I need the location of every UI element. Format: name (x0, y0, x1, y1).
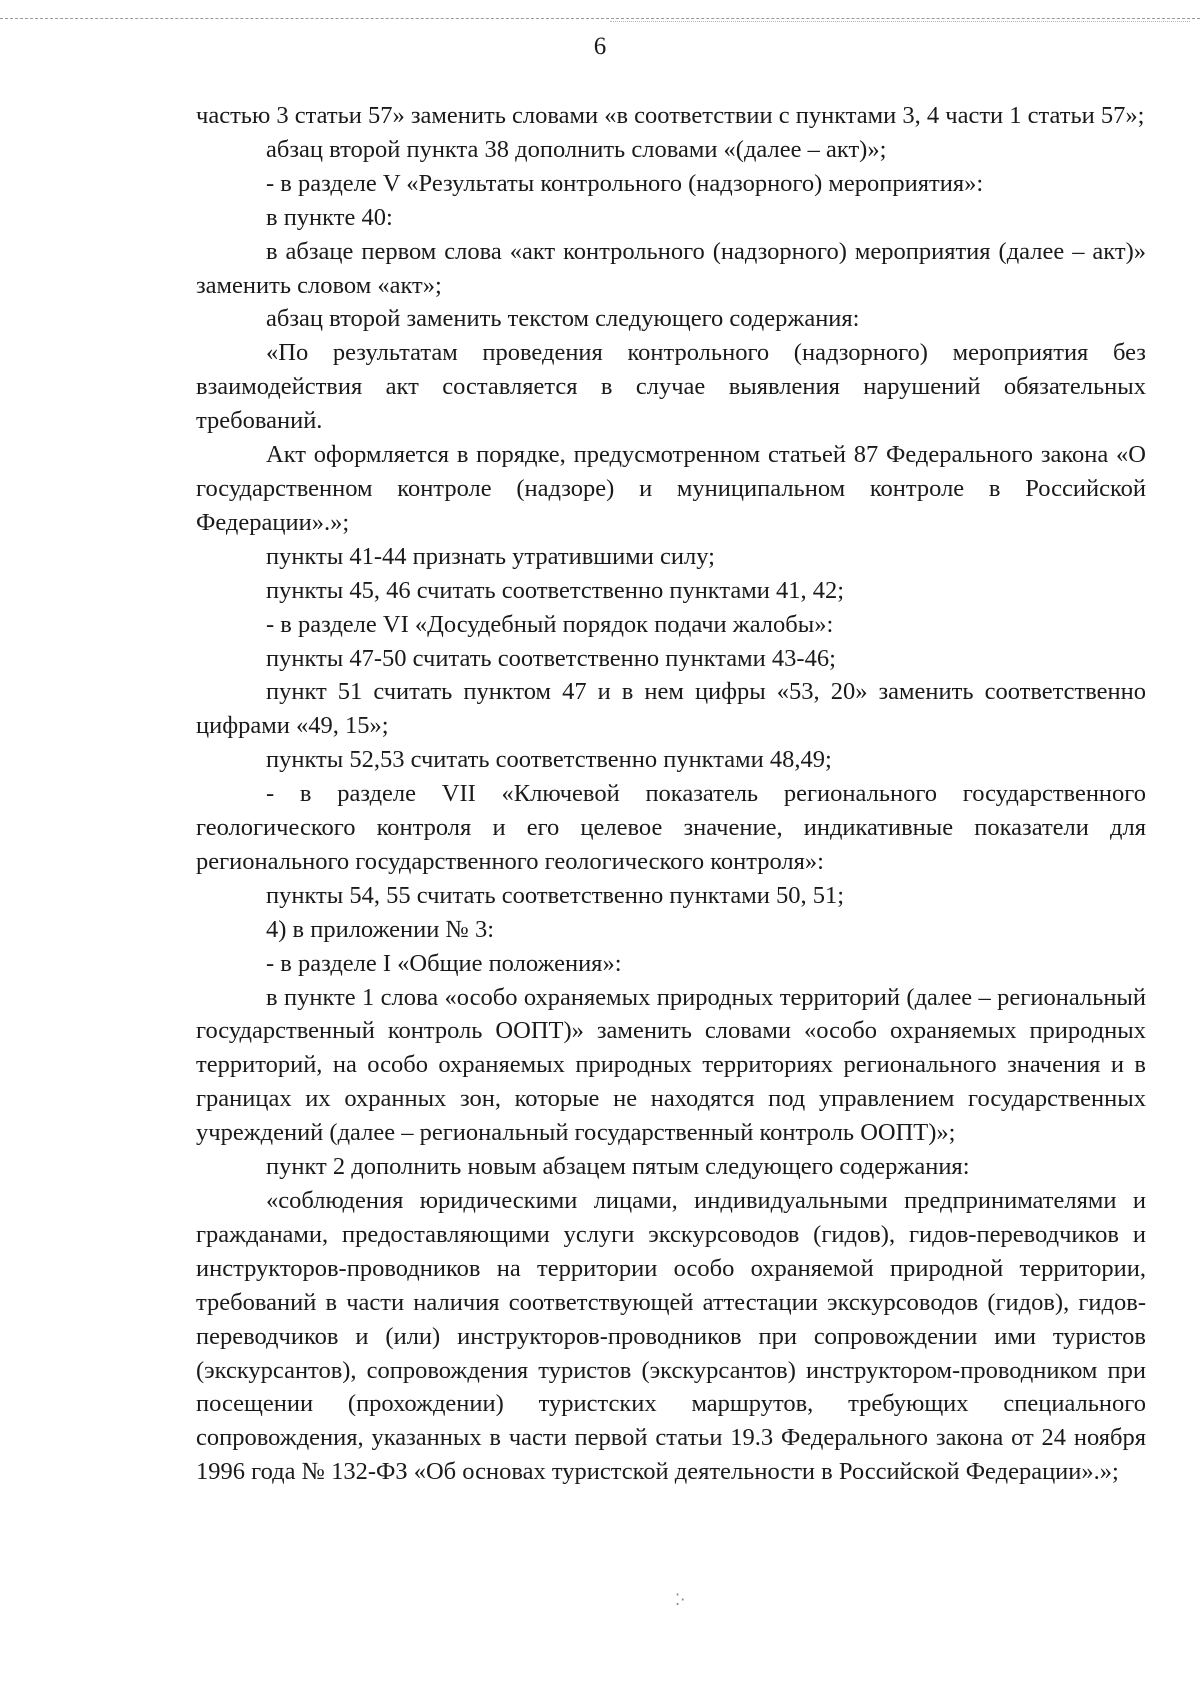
paragraph: в пункте 1 слова «особо охраняемых природных территорий (далее – региональный государственный контроль ООПТ)» заменить словами «особо охраняемых природных территорий, на особо охраняемых природных территориях регионального значения и в границах их охранных зон, которые не находятся под управлением государственных учреждений (далее – региональный государственный контроль ООПТ)»; (196, 983, 1146, 1147)
scan-edge-line (0, 18, 1200, 19)
paragraph: - в разделе VII «Ключевой показатель регионального государственного геологического контроля и его целевое значение, индикативные показатели для регионального государственного геологического контроля»: (196, 780, 1146, 875)
scan-speck: ⁚· (675, 1590, 686, 1609)
paragraph: в пункте 40: (266, 203, 393, 231)
paragraph: пункты 52,53 считать соответственно пунктами 48,49; (266, 746, 832, 774)
paragraph: Акт оформляется в порядке, предусмотренном статьей 87 Федерального закона «О государственном контроле (надзоре) и муниципальном контроле в Российской Федерации».»; (196, 441, 1146, 536)
paragraph: пункты 47-50 считать соответственно пунктами 43-46; (266, 644, 836, 672)
paragraph: пункты 41-44 признать утратившими силу; (266, 542, 715, 570)
document-body (196, 99, 1146, 1489)
paragraph: «По результатам проведения контрольного (надзорного) мероприятия без взаимодействия акт составляется в случае выявления нарушений обязательных требований. (196, 339, 1146, 435)
paragraph: - в разделе I «Общие положения»: (266, 949, 622, 977)
paragraph: абзац второй заменить текстом следующего содержания: (266, 305, 860, 333)
paragraph: пункт 51 считать пунктом 47 и в нем цифры «53, 20» заменить соответственно цифрами «49, 15»; (196, 678, 1146, 740)
paragraph: пункт 2 дополнить новым абзацем пятым следующего содержания: (266, 1153, 970, 1181)
paragraph: в абзаце первом слова «акт контрольного (надзорного) мероприятия (далее – акт)» заменить словом «акт»; (196, 237, 1146, 299)
paragraph: частью 3 статьи 57» заменить словами «в соответствии с пунктами 3, 4 части 1 статьи 57»; (196, 102, 1145, 129)
paragraph: - в разделе VI «Досудебный порядок подачи жалобы»: (266, 610, 834, 638)
paragraph: 4) в приложении № 3: (266, 915, 495, 943)
paragraph: абзац второй пункта 38 дополнить словами «(далее – акт)»; (266, 135, 887, 163)
page-number: 6 (593, 33, 607, 60)
paragraph: «соблюдения юридическими лицами, индивидуальными предпринимателями и гражданами, предоставляющими услуги экскурсоводов (гидов), гидов-переводчиков и инструкторов-проводников на территории особо охраняемой природной территории, требований в части наличия соответствующей аттестации экскурсоводов (гидов), гидов-переводчиков и (или) инструкторов-проводников при сопровождении ими туристов (экскурсантов), сопровождения туристов (экскурсантов) инструктором-проводником при посещении (прохождении) туристских маршрутов, требующих специального сопровождения, указанных в части первой статьи 19.3 Федерального закона от 24 ноября 1996 года № 132-ФЗ «Об основах туристской деятельности в Российской Федерации».»; (196, 1187, 1146, 1486)
paragraph: - в разделе V «Результаты контрольного (надзорного) мероприятия»: (266, 169, 984, 197)
paragraph: пункты 45, 46 считать соответственно пунктами 41, 42; (266, 576, 845, 604)
scan-edge-line (610, 21, 1190, 22)
paragraph: пункты 54, 55 считать соответственно пунктами 50, 51; (266, 881, 845, 909)
